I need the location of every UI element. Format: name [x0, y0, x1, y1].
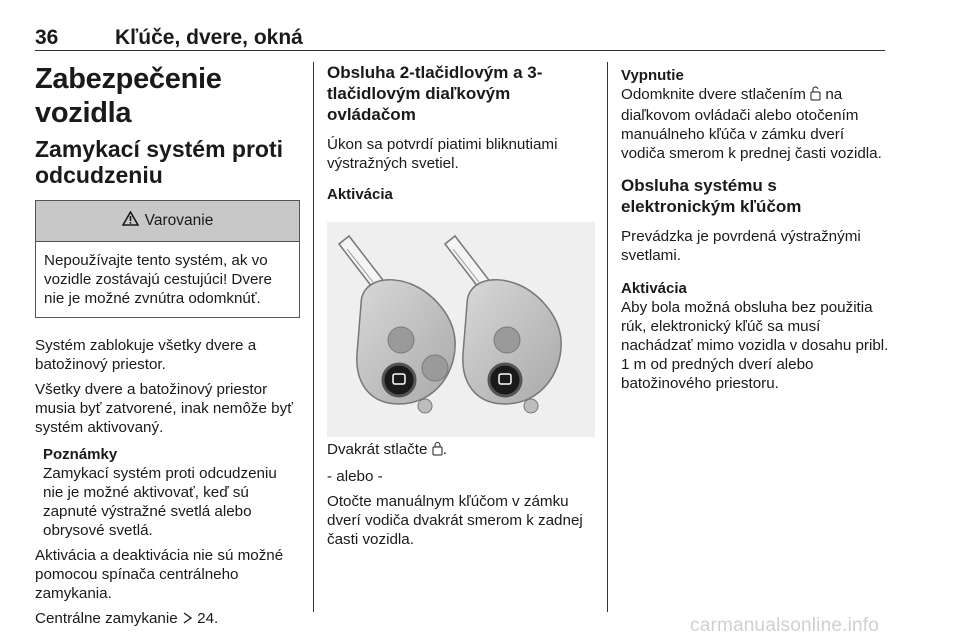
ref-text: Centrálne zamykanie: [35, 610, 178, 627]
column-1: [35, 62, 300, 630]
paragraph: Otočte manuálnym kľúčom v zámku dverí vodiča dvakrát smerom k zadnej časti vozidla.: [327, 493, 583, 548]
paragraph: Prevádzka je povrdená výstražnými svetlami.: [621, 228, 861, 264]
paragraph: [327, 440, 595, 461]
note: [43, 445, 300, 540]
warning-header: [36, 201, 299, 242]
paragraph: Systém zablokuje všetky dvere a batožinový priestor.: [35, 337, 257, 373]
paragraph: - alebo -: [327, 468, 383, 485]
instruction-text: Odomknite dvere stlačením: [621, 86, 806, 103]
warning-icon: [122, 211, 139, 231]
page-reference-link[interactable]: 24.: [197, 610, 219, 627]
section-title: Obsluha 2-tlačidlovým a 3-tlačidlovým diaľkovým ovládačom: [327, 63, 543, 124]
lock-icon: [432, 441, 443, 461]
column-2: [327, 62, 595, 548]
paragraph: [35, 609, 300, 630]
period: .: [442, 441, 447, 458]
paragraph: [621, 85, 889, 163]
running-title: Kľúče, dvere, okná: [115, 26, 303, 49]
unlock-icon: [810, 86, 821, 106]
subheading: Aktivácia: [621, 280, 687, 297]
section-title: Zabezpečenie vozidla: [35, 63, 222, 129]
warning-box: [35, 200, 300, 318]
instruction-text: na diaľkovom ovládači alebo otočením manuálneho kľúča v zámku dverí vodiča smerom k prednej časti vozidla.: [621, 86, 882, 162]
subheading: Aktivácia: [327, 186, 393, 203]
remote-keys-illustration: [327, 222, 595, 437]
column-divider-2: [607, 62, 608, 612]
instruction-text: Dvakrát stlačte: [327, 441, 428, 458]
section-title: Obsluha systému s elektronickým kľúčom: [621, 176, 802, 216]
paragraph: Aby bola možná obsluha bez použitia rúk, elektronický kľúč sa musí nachádzať mimo vozidla v dosahu pribl. 1 m od predných dverí alebo batožinového priestoru.: [621, 299, 889, 392]
page-header: [35, 26, 885, 52]
paragraph: Aktivácia a deaktivácia nie sú možné pomocou spínača centrálneho zamykania.: [35, 547, 284, 602]
column-divider-1: [313, 62, 314, 612]
header-rule: [35, 50, 885, 51]
paragraph: Úkon sa potvrdí piatimi bliknutiami výstražných svetiel.: [327, 136, 558, 172]
note-text: Zamykací systém proti odcudzeniu nie je možné aktivovať, keď sú zapnuté výstražné svetlá alebo obrysové svetlá.: [43, 465, 277, 539]
note-label: Poznámky: [43, 446, 118, 463]
subheading: Vypnutie: [621, 67, 684, 84]
warning-text: Nepoužívajte tento systém, ak vo vozidle zostávajú cestujúci! Dvere nie je možné zvnútra odomknúť.: [44, 252, 272, 307]
warning-label: Varovanie: [144, 212, 214, 229]
subsection-title: Zamykací systém proti odcudzeniu: [35, 136, 284, 188]
watermark: carmanualsonline.info: [690, 615, 880, 636]
column-3: [621, 62, 889, 393]
page-number: 36: [35, 26, 59, 49]
page-reference-arrow-icon: [182, 611, 193, 630]
paragraph: Všetky dvere a batožinový priestor musia byť zatvorené, inak nemôže byť systém aktivovaný.: [35, 381, 293, 436]
